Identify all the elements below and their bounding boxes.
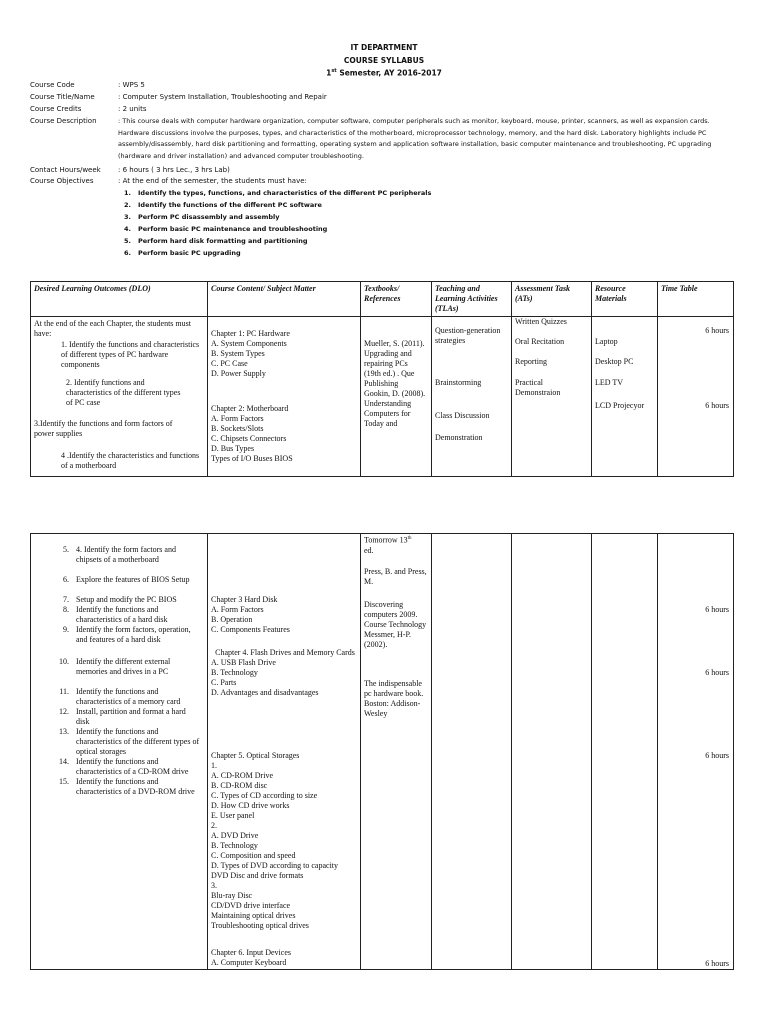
reference-item: Discovering computers 2009. Course Technology Messmer, H-P. (2002). xyxy=(364,600,427,649)
timetable-item: 6 hours xyxy=(705,326,729,335)
dlo-item: 5. 4. Identify the form factors and chipsets of a motherboard xyxy=(63,545,176,564)
chapter-item: CD/DVD drive interface xyxy=(211,901,291,910)
assessment-item: Written Quizzes xyxy=(515,317,567,326)
objective-item: 5. Perform hard disk formatting and partitioning xyxy=(124,237,308,245)
references-cell xyxy=(361,317,432,477)
dlo-item: 14. Identify the functions and characteristics of a CD-ROM drive xyxy=(59,757,189,776)
chapter-1 xyxy=(211,329,290,379)
resource-item: LED TV xyxy=(595,378,624,387)
chapter-item: C. Types of CD according to size xyxy=(211,791,318,800)
chapter-item: 2. xyxy=(211,821,217,830)
objective-item: 3. Perform PC disassembly and assembly xyxy=(124,213,280,221)
dlo-item: 10. Identify the different external memories and drives in a PC xyxy=(59,657,171,676)
dlo-item: 1. Identify the functions and characteristics of different types of PC hardware components xyxy=(61,340,200,369)
dlo-item: 4 .Identify the characteristics and functions of a motherboard xyxy=(61,451,200,470)
chapter-title: Chapter 2: Motherboard xyxy=(211,404,289,413)
dlo-item: 8. Identify the functions and characteristics of a hard disk xyxy=(63,605,168,624)
objective-item: 2. Identify the functions of the different PC software xyxy=(124,201,322,209)
tla-item: Class Discussion xyxy=(435,411,490,420)
dlo-cell xyxy=(31,317,208,477)
chapter-title: Chapter 4. Flash Drives and Memory Cards xyxy=(215,648,355,657)
chapter-item: Blu-ray Disc xyxy=(211,891,253,900)
chapter-item: A. Form Factors xyxy=(211,605,264,614)
header-assessment: Assessment Task (ATs) xyxy=(512,282,592,317)
chapter-item: C. Composition and speed xyxy=(211,851,296,860)
dlo-item: 9. Identify the form factors, operation, and features of a hard disk xyxy=(63,625,191,644)
timetable-item: 6 hours xyxy=(705,751,729,760)
header-resources: Resource Materials xyxy=(592,282,658,317)
content-cell xyxy=(208,317,361,477)
dlo-list xyxy=(31,545,207,797)
chapter-6 xyxy=(211,948,291,968)
dlo-item: 2. Identify functions and characteristics of the different types of PC case xyxy=(66,378,181,407)
tla-item: Demonstration xyxy=(435,433,483,442)
chapter-item: A. System Components xyxy=(211,339,287,348)
resource-item: Laptop xyxy=(595,337,618,346)
chapter-item: B. Operation xyxy=(211,615,253,624)
syllabus-title: COURSE SYLLABUS xyxy=(343,56,425,65)
timetable-cell xyxy=(658,534,734,970)
chapter-item: D. Power Supply xyxy=(211,369,266,378)
resource-item: Desktop PC xyxy=(595,357,634,366)
chapter-item: A. CD-ROM Drive xyxy=(211,771,273,780)
dlo-item: 11. Identify the functions and characteristics of a memory card xyxy=(59,687,181,706)
table-row xyxy=(31,534,734,970)
chapter-item: B. Technology xyxy=(211,668,258,677)
header-dlo: Desired Learning Outcomes (DLO) xyxy=(31,282,208,317)
dlo-item: 7. Setup and modify the PC BIOS xyxy=(63,595,177,604)
assessment-item: Practical Demonstraion xyxy=(515,378,561,397)
objective-item: 4. Perform basic PC maintenance and troubleshooting xyxy=(124,225,328,233)
dlo-intro: At the end of the each Chapter, the students must have: xyxy=(34,319,191,338)
chapter-item: E. User panel xyxy=(211,811,255,820)
reference-item: Tomorrow 13th ed. xyxy=(364,535,412,555)
chapter-item: C. Chipsets Connectors xyxy=(211,434,287,443)
chapter-item: D. Bus Types xyxy=(211,444,255,453)
semester-line: 1st Semester, AY 2016-2017 xyxy=(326,68,442,78)
chapter-item: A. USB Flash Drive xyxy=(211,658,276,667)
chapter-item: D. Types of DVD according to capacity xyxy=(211,861,339,870)
reference-item: Press, B. and Press, M. xyxy=(364,567,427,586)
tla-cell xyxy=(432,317,512,477)
tla-item: Brainstorming xyxy=(435,378,482,387)
chapter-item: Maintaining optical drives xyxy=(211,911,296,920)
course-description-text: : This course deals with computer hardware organization, computer software, computer peripherals such as monitor, keyboard, mouse, printer, scanners, as well as expansion cards. Hardware discussions involve the purposes, types, and characteristics of the motherboard, microprocessor technology, memory, and the hard disk. Laboratory highlights include PC assembly/disassembly, hard disk partitioning and formatting, operating system and application software installation, basic computer maintenance and troubleshooting, PC upgrading (hardware and driver installation) and advanced computer troubleshooting. xyxy=(118,117,712,161)
timetable-item: 6 hours xyxy=(705,668,729,677)
chapter-item: C. Components Features xyxy=(211,625,290,634)
chapter-item: B. Sockets/Slots xyxy=(211,424,264,433)
chapter-5 xyxy=(211,751,338,931)
references-cell xyxy=(361,534,432,970)
content-cell xyxy=(208,534,361,970)
reference-item: The indispensable pc hardware book. Boston: Addison-Wesley xyxy=(364,679,424,718)
timetable-item: 6 hours xyxy=(705,401,729,410)
chapter-item: DVD Disc and drive formats xyxy=(211,871,304,880)
chapter-item: A. Computer Keyboard xyxy=(211,958,287,967)
header-content: Course Content/ Subject Matter xyxy=(208,282,361,317)
syllabus-table-1 xyxy=(30,281,734,477)
chapter-4 xyxy=(211,648,359,698)
header-timetable: Time Table xyxy=(658,282,734,317)
chapter-item: B. Technology xyxy=(211,841,258,850)
chapter-item: B. System Types xyxy=(211,349,265,358)
resources-cell xyxy=(592,534,658,970)
timetable-cell xyxy=(658,317,734,477)
chapter-item: A. DVD Drive xyxy=(211,831,259,840)
chapter-item: C. Parts xyxy=(211,678,237,687)
resource-item: LCD Projecyor xyxy=(595,401,645,410)
assessment-item: Reporting xyxy=(515,357,547,366)
chapter-item: Types of I/O Buses BIOS xyxy=(211,454,293,463)
chapter-item: B. CD-ROM disc xyxy=(211,781,268,790)
header-references: Textbooks/ References xyxy=(361,282,432,317)
timetable-item: 6 hours xyxy=(705,605,729,614)
timetable-item: 6 hours xyxy=(705,959,729,968)
chapter-title: Chapter 6. Input Devices xyxy=(211,948,291,957)
objective-item: 1. Identify the types, functions, and characteristics of the different PC peripherals xyxy=(124,189,432,197)
chapter-item: 3. xyxy=(211,881,217,890)
chapter-item: D. Advantages and disadvantages xyxy=(211,688,319,697)
department-title: IT DEPARTMENT xyxy=(350,43,418,52)
dlo-item: 3.Identify the functions and form factors of power supplies xyxy=(34,419,173,438)
tla-cell xyxy=(432,534,512,970)
references-text: Mueller, S. (2011). Upgrading and repairing PCs (19th ed.) . Que Publishing Gookin, D. (2008). Understanding Computers for Today and xyxy=(364,339,426,428)
chapter-title: Chapter 1: PC Hardware xyxy=(211,329,290,338)
objective-item: 6. Perform basic PC upgrading xyxy=(124,249,241,257)
chapter-item: 1. xyxy=(211,761,217,770)
header-tla: Teaching and Learning Activities (TLAs) xyxy=(432,282,512,317)
dlo-item: 15. Identify the functions and characteristics of a DVD-ROM drive xyxy=(59,777,195,796)
chapter-2 xyxy=(211,404,293,464)
chapter-title: Chapter 3 Hard Disk xyxy=(211,595,278,604)
dlo-item: 12. Install, partition and format a hard disk xyxy=(59,707,186,726)
tla-item: Question-generation strategies xyxy=(435,326,501,345)
assessment-cell xyxy=(512,317,592,477)
chapter-item: C. PC Case xyxy=(211,359,248,368)
dlo-item: 13. Identify the functions and characteristics of the different types of optical storages xyxy=(59,727,200,756)
chapter-item: D. How CD drive works xyxy=(211,801,290,810)
resources-cell xyxy=(592,317,658,477)
assessment-item: Oral Recitation xyxy=(515,337,565,346)
chapter-item: Troubleshooting optical drives xyxy=(211,921,309,930)
dlo-cell xyxy=(31,534,208,970)
dlo-item: 6. Explore the features of BIOS Setup xyxy=(63,575,190,584)
chapter-title: Chapter 5. Optical Storages xyxy=(211,751,300,760)
assessment-cell xyxy=(512,534,592,970)
table-header-row xyxy=(31,282,734,317)
table-row xyxy=(31,317,734,477)
chapter-3 xyxy=(211,595,290,635)
chapter-item: A. Form Factors xyxy=(211,414,264,423)
syllabus-table-2 xyxy=(30,533,734,970)
